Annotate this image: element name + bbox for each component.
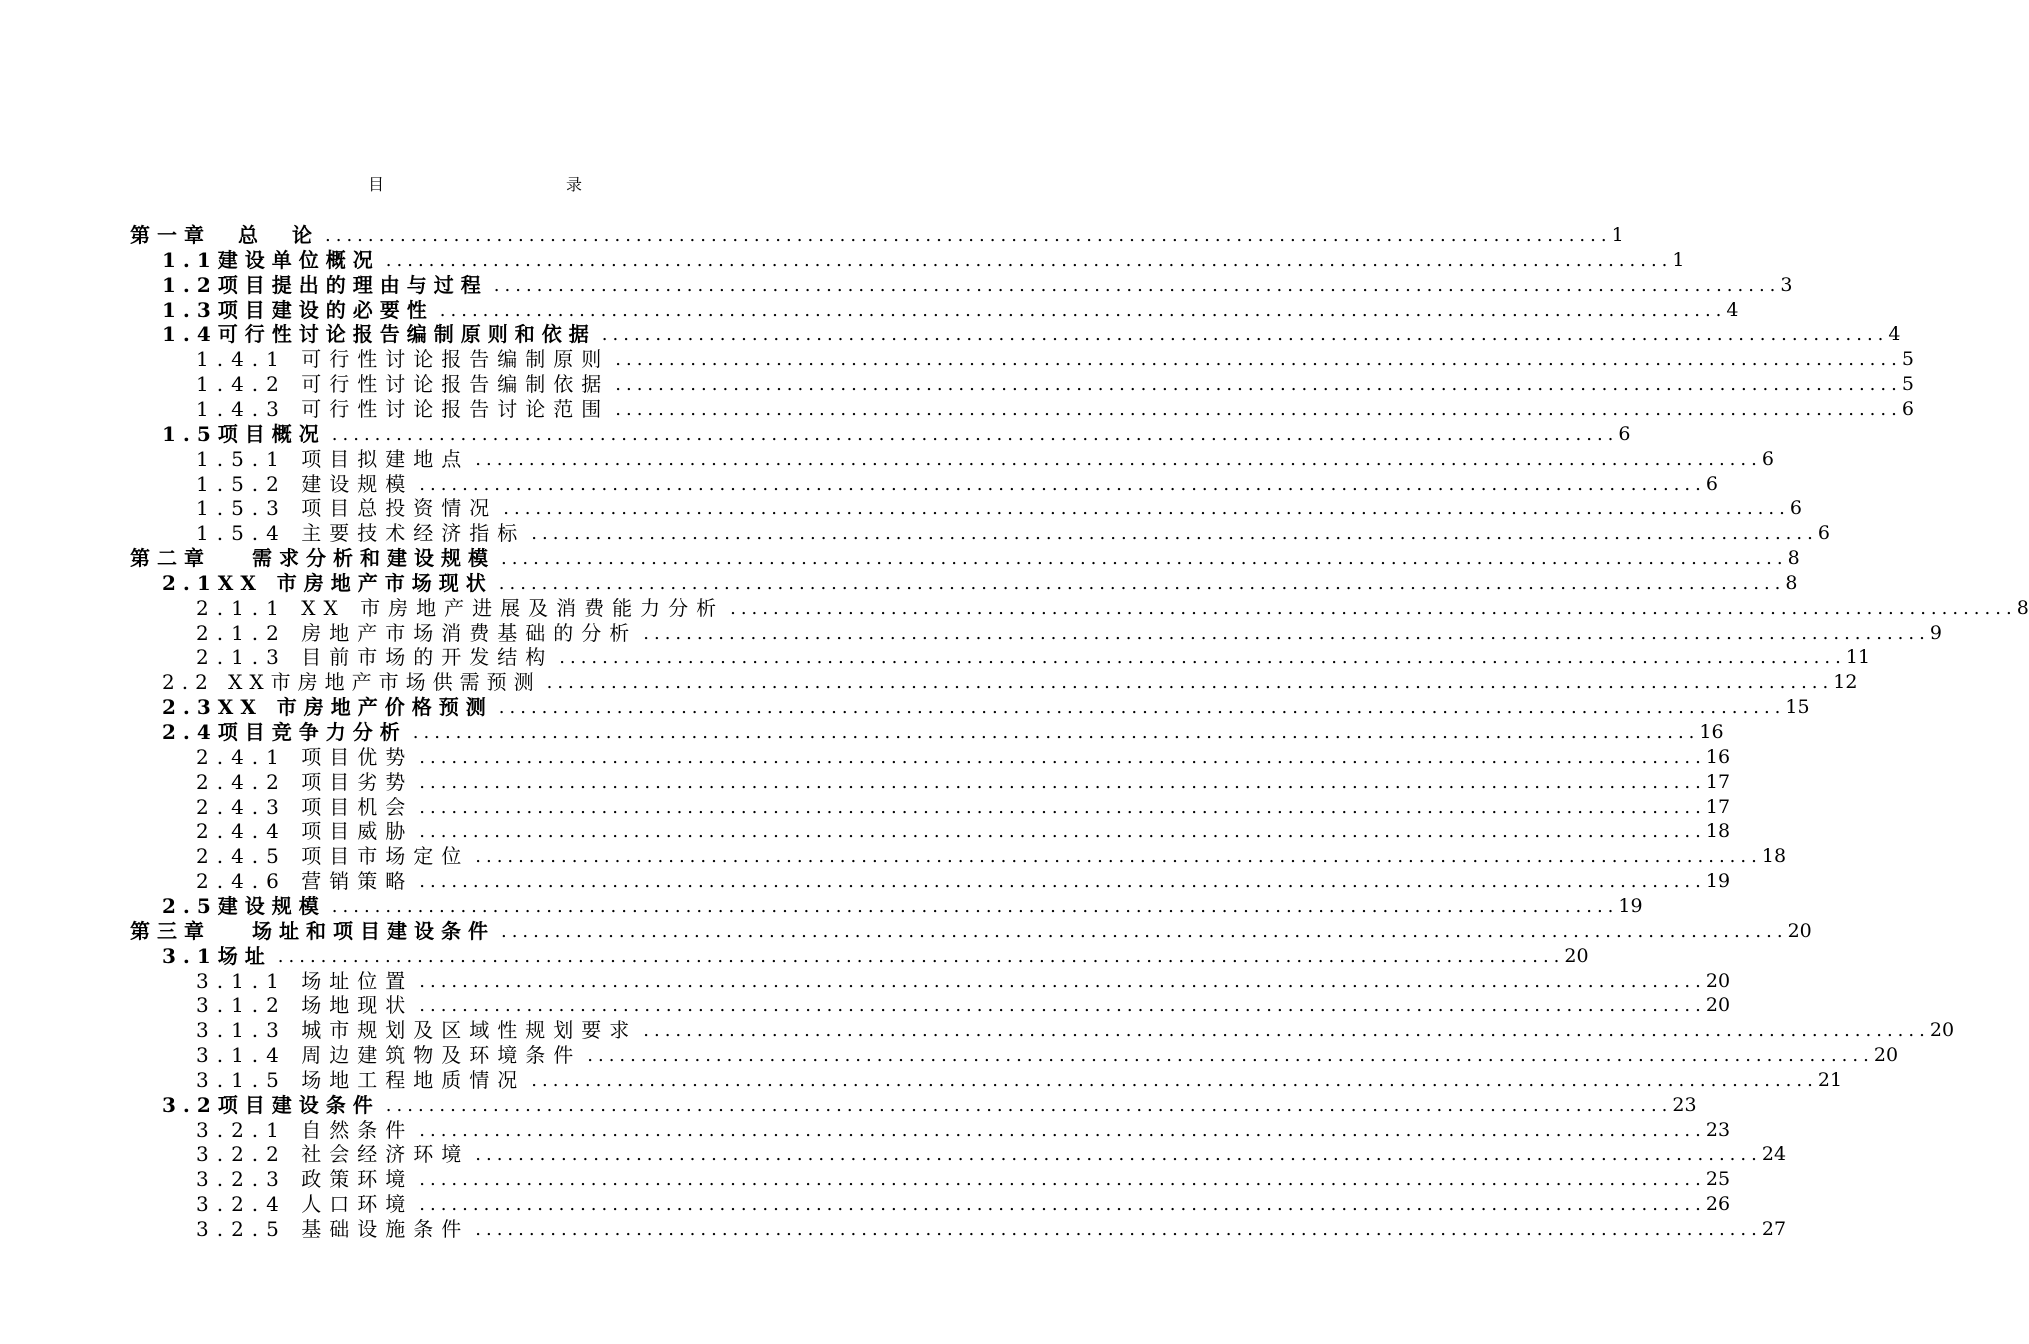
toc-entry-label: 1.4可行性讨论报告编制原则和依据 xyxy=(162,322,596,347)
toc-page-number: 11 xyxy=(1845,646,1871,669)
toc-page-number: 18 xyxy=(1761,845,1787,868)
toc-entry-label: 3.1.5 场地工程地质情况 xyxy=(196,1067,526,1092)
toc-leader-dots: ........................................................................................................................ xyxy=(601,324,1889,346)
toc-entry[interactable] xyxy=(196,1217,1787,1242)
toc-leader-dots: ........................................................................................................................ xyxy=(615,374,1902,396)
toc-entry[interactable] xyxy=(196,869,1731,894)
toc-entry-label: 2.4.4 项目威胁 xyxy=(196,819,414,844)
toc-leader-dots: ........................................................................................................................ xyxy=(412,722,1700,743)
toc-entry-label: 3.1场址 xyxy=(162,943,272,968)
toc-entry-label: 2.4.6 营销策略 xyxy=(196,869,414,894)
toc-page-number: 4 xyxy=(1726,298,1739,321)
toc-entry[interactable] xyxy=(162,421,1631,447)
toc-entry[interactable] xyxy=(196,744,1731,770)
toc-page-number: 20 xyxy=(1787,919,1812,942)
toc-leader-dots: ........................................................................................................................ xyxy=(531,1069,1818,1091)
toc-page-number: 17 xyxy=(1705,795,1731,818)
toc-leader-dots: ........................................................................................................................ xyxy=(385,1094,1673,1116)
toc-entry-label: 3.2.1 自然条件 xyxy=(196,1117,414,1142)
toc-entry[interactable] xyxy=(196,1067,1843,1093)
toc-entry-label: 1.4.3 可行性讨论报告讨论范围 xyxy=(196,396,610,421)
toc-entry-label: 2.4.1 项目优势 xyxy=(196,744,414,769)
toc-entry[interactable] xyxy=(196,1192,1731,1217)
toc-entry[interactable] xyxy=(196,1167,1731,1192)
toc-entry[interactable] xyxy=(196,1142,1787,1167)
toc-page-number: 9 xyxy=(1929,621,1942,644)
toc-entry-label: 1.5.3 项目总投资情况 xyxy=(196,496,498,521)
toc-leader-dots: ........................................................................................................................ xyxy=(500,548,1788,570)
toc-leader-dots: ........................................................................................................................ xyxy=(419,746,1706,768)
toc-entry[interactable] xyxy=(162,720,1724,745)
toc-entry[interactable] xyxy=(196,819,1731,844)
toc-page-number: 19 xyxy=(1705,870,1731,893)
toc-entry-label: 1.5.2 建设规模 xyxy=(196,471,414,496)
toc-page-number: 5 xyxy=(1901,373,1914,396)
toc-entry[interactable] xyxy=(196,769,1731,795)
toc-entry-label: 1.5项目概况 xyxy=(162,421,326,446)
toc-entry[interactable] xyxy=(162,893,1643,919)
toc-entry[interactable] xyxy=(196,794,1731,820)
toc-leader-dots: ........................................................................................................................ xyxy=(419,473,1706,495)
toc-entry-label: 3.2.2 社会经济环境 xyxy=(196,1142,470,1167)
toc-entry-label: 第三章 场址和项目建设条件 xyxy=(130,918,495,943)
toc-entry[interactable] xyxy=(130,546,1800,571)
toc-page-number: 4 xyxy=(1888,323,1901,346)
toc-entry-label: 2.4.2 项目劣势 xyxy=(196,769,414,794)
toc-entry-label: 2.4项目竞争力分析 xyxy=(162,720,407,744)
toc-entry[interactable] xyxy=(196,620,1942,646)
toc-entry-label: 2.2 XX市房地产市场供需预测 xyxy=(162,670,541,695)
toc-page-number: 24 xyxy=(1761,1143,1787,1166)
toc-page-number: 3 xyxy=(1780,273,1793,296)
toc-page-number: 16 xyxy=(1699,721,1724,743)
toc-leader-dots: ........................................................................................................................ xyxy=(643,622,1930,644)
toc-entry-label: 1.4.1 可行性讨论报告编制原则 xyxy=(196,347,610,372)
toc-page-number: 23 xyxy=(1705,1118,1731,1141)
toc-entry[interactable] xyxy=(162,247,1685,273)
toc-page-number: 20 xyxy=(1564,944,1589,967)
toc-page-number: 8 xyxy=(1785,571,1798,594)
toc-page-number: 21 xyxy=(1817,1068,1843,1091)
toc-leader-dots: ........................................................................................................................ xyxy=(419,1119,1706,1141)
toc-page-number: 8 xyxy=(1787,547,1800,570)
toc-leader-dots: ........................................................................................................................ xyxy=(419,1169,1706,1191)
toc-entry[interactable] xyxy=(196,471,1718,497)
toc-page-number: 16 xyxy=(1705,745,1731,768)
toc-leader-dots: ........................................................................................................................ xyxy=(498,572,1786,594)
toc-leader-dots: ........................................................................................................................ xyxy=(331,423,1619,445)
toc-entry-label: 1.5.1 项目拟建地点 xyxy=(196,446,470,471)
toc-leader-dots: ........................................................................................................................ xyxy=(587,1045,1874,1067)
toc-entry[interactable] xyxy=(196,372,1914,397)
toc-page-number: 8 xyxy=(2016,596,2029,619)
toc-entry-label: 第一章 总 论 xyxy=(130,223,319,247)
toc-leader-dots: ........................................................................................................................ xyxy=(475,448,1762,470)
toc-entry-label: 3.2.4 人口环境 xyxy=(196,1192,414,1217)
toc-entry-label: 2.1.2 房地产市场消费基础的分析 xyxy=(196,620,638,645)
toc-entry[interactable] xyxy=(130,223,1624,248)
toc-entry-label: 2.4.5 项目市场定位 xyxy=(196,844,470,869)
toc-entry[interactable] xyxy=(162,297,1739,323)
toc-entry-label: 3.2.5 基础设施条件 xyxy=(196,1217,470,1241)
page-title: 目 录 xyxy=(367,175,632,194)
toc-entry-label: 3.2项目建设条件 xyxy=(162,1092,380,1117)
toc-leader-dots: ........................................................................................................................ xyxy=(498,697,1786,719)
toc-entry[interactable] xyxy=(196,496,1802,521)
toc-leader-dots: ........................................................................................................................ xyxy=(419,821,1706,843)
toc-leader-dots: ........................................................................................................................ xyxy=(643,1020,1930,1042)
toc-entry[interactable] xyxy=(196,446,1774,472)
toc-leader-dots: ........................................................................................................................ xyxy=(439,299,1727,321)
toc-entry-label: 3.1.4 周边建筑物及环境条件 xyxy=(196,1043,582,1068)
toc-entry[interactable] xyxy=(162,695,1810,720)
toc-entry[interactable] xyxy=(162,670,1858,695)
toc-leader-dots: ........................................................................................................................ xyxy=(385,249,1673,271)
toc-entry-label: 3.2.3 政策环境 xyxy=(196,1167,414,1192)
toc-entry[interactable] xyxy=(162,570,1798,596)
toc-leader-dots: ........................................................................................................................ xyxy=(503,498,1790,520)
toc-leader-dots: ........................................................................................................................ xyxy=(559,647,1846,669)
toc-leader-dots: ........................................................................................................................ xyxy=(419,995,1706,1017)
toc-entry-label: 3.1.1 场址位置 xyxy=(196,968,414,993)
toc-entry[interactable] xyxy=(196,521,1830,546)
toc-page-number: 27 xyxy=(1761,1218,1787,1240)
toc-entry-label: 1.4.2 可行性讨论报告编制依据 xyxy=(196,372,610,397)
toc-entry-label: 第二章 需求分析和建设规模 xyxy=(130,546,495,571)
toc-page-number: 20 xyxy=(1873,1044,1899,1067)
toc-leader-dots: ........................................................................................................................ xyxy=(419,871,1706,893)
toc-page-number: 6 xyxy=(1901,397,1914,420)
toc-entry[interactable] xyxy=(196,595,2029,621)
toc-entry[interactable] xyxy=(162,1092,1697,1118)
toc-page-number: 26 xyxy=(1705,1193,1731,1216)
toc-entry-label: 2.1XX 市房地产市场现状 xyxy=(162,570,493,595)
toc-leader-dots: ........................................................................................................................ xyxy=(730,597,2017,619)
toc-entry-label: 2.4.3 项目机会 xyxy=(196,794,414,819)
toc-leader-dots: ........................................................................................................................ xyxy=(546,672,1834,694)
toc-page-number: 6 xyxy=(1789,497,1802,520)
toc-entry-label: 1.5.4 主要技术经济指标 xyxy=(196,521,526,546)
toc-leader-dots: ........................................................................................................................ xyxy=(615,349,1902,371)
toc-leader-dots: ........................................................................................................................ xyxy=(419,796,1706,818)
toc-entry-label: 2.5建设规模 xyxy=(162,893,326,918)
toc-entry-label: 1.3项目建设的必要性 xyxy=(162,297,434,322)
toc-entry[interactable] xyxy=(162,272,1793,298)
toc-leader-dots: ........................................................................................................................ xyxy=(419,771,1706,793)
toc-entry-label: 2.1.1 XX 市房地产进展及消费能力分析 xyxy=(196,595,725,620)
toc-entry-label: 3.1.3 城市规划及区域性规划要求 xyxy=(196,1018,638,1043)
toc-leader-dots: ........................................................................................................................ xyxy=(325,225,1612,246)
toc-page-number: 6 xyxy=(1705,472,1718,495)
toc-page-number: 25 xyxy=(1705,1168,1731,1191)
toc-entry-label: 3.1.2 场地现状 xyxy=(196,993,414,1018)
toc-page-number: 23 xyxy=(1672,1093,1697,1116)
toc-entry[interactable] xyxy=(196,347,1914,372)
toc-leader-dots: ........................................................................................................................ xyxy=(419,1194,1706,1216)
toc-entry-label: 2.3XX 市房地产价格预测 xyxy=(162,695,493,720)
toc-page-number: 1 xyxy=(1672,248,1685,271)
toc-entry[interactable] xyxy=(196,645,1871,670)
toc-entry-label: 1.1建设单位概况 xyxy=(162,247,380,272)
toc-page-number: 6 xyxy=(1817,522,1830,545)
toc-entry[interactable] xyxy=(196,844,1787,869)
toc-page-number: 20 xyxy=(1705,969,1731,992)
toc-page-number: 17 xyxy=(1705,770,1731,793)
toc-page-number: 6 xyxy=(1618,422,1631,445)
toc-page-number: 1 xyxy=(1611,224,1624,246)
toc-leader-dots: ........................................................................................................................ xyxy=(475,1144,1762,1166)
toc-entry[interactable] xyxy=(196,968,1731,994)
toc-page-number: 20 xyxy=(1929,1019,1955,1042)
toc-entry[interactable] xyxy=(130,918,1812,944)
toc-entry[interactable] xyxy=(196,1018,1955,1043)
toc-leader-dots: ........................................................................................................................ xyxy=(331,895,1619,917)
toc-leader-dots: ........................................................................................................................ xyxy=(475,1219,1762,1240)
toc-entry[interactable] xyxy=(162,322,1901,347)
toc-page-number: 5 xyxy=(1901,348,1914,371)
toc-page-number: 15 xyxy=(1785,696,1810,719)
toc-entry[interactable] xyxy=(162,943,1589,969)
toc-entry[interactable] xyxy=(196,396,1914,422)
toc-page-number: 19 xyxy=(1618,894,1643,917)
toc-page-number: 20 xyxy=(1705,994,1731,1017)
toc-leader-dots: ........................................................................................................................ xyxy=(615,398,1902,420)
toc-page-number: 12 xyxy=(1833,671,1858,694)
toc-page-number: 6 xyxy=(1761,447,1774,470)
toc-leader-dots: ........................................................................................................................ xyxy=(419,970,1706,992)
toc-leader-dots: ........................................................................................................................ xyxy=(277,945,1565,967)
toc-leader-dots: ........................................................................................................................ xyxy=(493,274,1781,296)
toc-entry-label: 1.2项目提出的理由与过程 xyxy=(162,272,488,297)
toc-leader-dots: ........................................................................................................................ xyxy=(500,920,1788,942)
toc-leader-dots: ........................................................................................................................ xyxy=(475,846,1762,868)
toc-entry[interactable] xyxy=(196,993,1731,1018)
toc-entry[interactable] xyxy=(196,1043,1899,1068)
toc-leader-dots: ........................................................................................................................ xyxy=(531,523,1818,545)
toc-entry-label: 2.1.3 目前市场的开发结构 xyxy=(196,645,554,670)
toc-page-number: 18 xyxy=(1705,820,1731,843)
toc-entry[interactable] xyxy=(196,1117,1731,1143)
